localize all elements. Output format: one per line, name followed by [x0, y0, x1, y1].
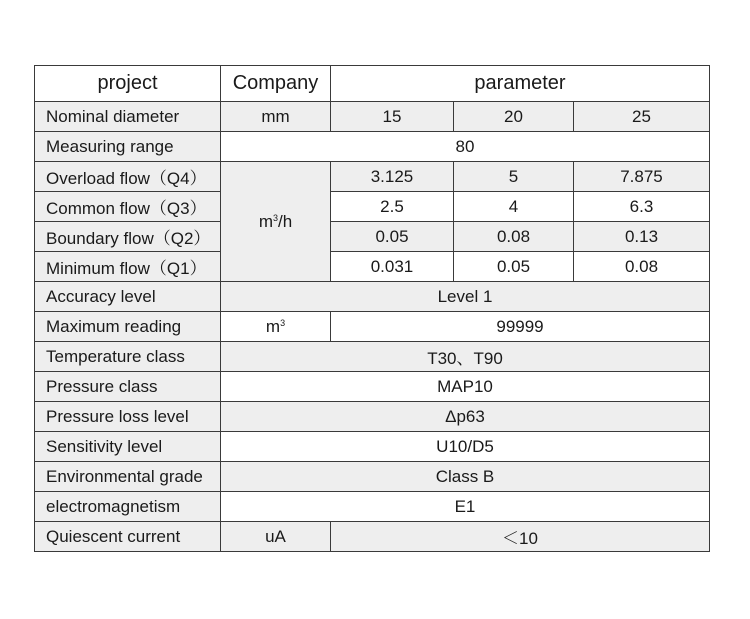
- unit-cell: mm: [221, 102, 331, 132]
- unit-base: m: [265, 316, 281, 336]
- row-label: Overload flow（Q4）: [35, 162, 221, 192]
- value-cell: 0.08: [454, 222, 574, 252]
- value-cell: 5: [454, 162, 574, 192]
- header-company: Company: [221, 66, 331, 102]
- header-parameter: parameter: [331, 66, 710, 102]
- table-row: [35, 492, 710, 522]
- table-row: [35, 252, 710, 282]
- value-cell: 99999: [331, 312, 710, 342]
- value-cell: MAP10: [221, 372, 710, 402]
- row-label: Boundary flow（Q2）: [35, 222, 221, 252]
- table-row: [35, 282, 710, 312]
- row-label: Nominal diameter: [35, 102, 221, 132]
- row-label: Pressure loss level: [35, 402, 221, 432]
- row-label: Sensitivity level: [35, 432, 221, 462]
- flow-unit-sup: 3: [272, 212, 278, 223]
- table-row: [35, 342, 710, 372]
- value-cell: 20: [454, 102, 574, 132]
- table-header-row: [35, 66, 710, 102]
- table-row: [35, 312, 710, 342]
- value-cell: Δp63: [221, 402, 710, 432]
- table-row: [35, 132, 710, 162]
- value-cell: 7.875: [574, 162, 710, 192]
- row-label: Maximum reading: [35, 312, 221, 342]
- value-cell: ＜10: [331, 522, 710, 552]
- value-cell: 80: [221, 132, 710, 162]
- value-cell: 0.05: [331, 222, 454, 252]
- value-cell: 2.5: [331, 192, 454, 222]
- table-row: [35, 462, 710, 492]
- row-label: Common flow（Q3）: [35, 192, 221, 222]
- unit-cell: [221, 312, 331, 342]
- value-cell: Class B: [221, 462, 710, 492]
- flow-unit-cell: [221, 162, 331, 282]
- flow-unit-suffix: /h: [278, 211, 293, 231]
- value-cell: 0.031: [331, 252, 454, 282]
- table-row: [35, 102, 710, 132]
- value-cell: Level 1: [221, 282, 710, 312]
- unit-cell: uA: [221, 522, 331, 552]
- table-row: [35, 522, 710, 552]
- table-row: [35, 432, 710, 462]
- value-cell: 0.08: [574, 252, 710, 282]
- row-label: electromagnetism: [35, 492, 221, 522]
- value-cell: 0.13: [574, 222, 710, 252]
- value-cell: U10/D5: [221, 432, 710, 462]
- row-label: Accuracy level: [35, 282, 221, 312]
- header-project: project: [35, 66, 221, 102]
- value-cell: 6.3: [574, 192, 710, 222]
- table-row: [35, 222, 710, 252]
- unit-sup: 3: [280, 317, 286, 328]
- table-row: [35, 402, 710, 432]
- spec-table: [34, 65, 710, 552]
- row-label: Minimum flow（Q1）: [35, 252, 221, 282]
- row-label: Pressure class: [35, 372, 221, 402]
- value-cell: 25: [574, 102, 710, 132]
- row-label: Measuring range: [35, 132, 221, 162]
- row-label: Environmental grade: [35, 462, 221, 492]
- value-cell: T30、T90: [221, 342, 710, 372]
- table-row: [35, 372, 710, 402]
- table-row: [35, 192, 710, 222]
- value-cell: 4: [454, 192, 574, 222]
- table-row: [35, 162, 710, 192]
- row-label: Temperature class: [35, 342, 221, 372]
- value-cell: 3.125: [331, 162, 454, 192]
- row-label: Quiescent current: [35, 522, 221, 552]
- value-cell: 15: [331, 102, 454, 132]
- value-cell: 0.05: [454, 252, 574, 282]
- flow-unit-base: m: [258, 211, 273, 231]
- value-cell: E1: [221, 492, 710, 522]
